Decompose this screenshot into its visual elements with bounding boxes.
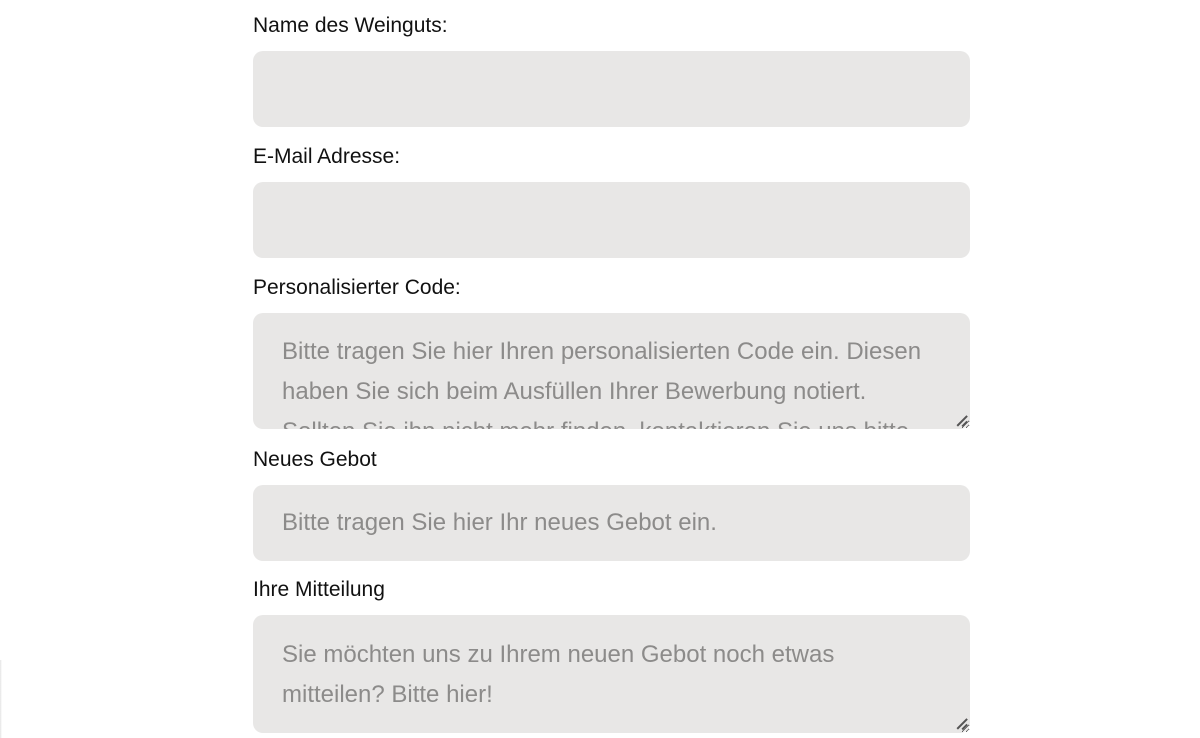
winery-name-input[interactable] — [253, 51, 970, 127]
message-label: Ihre Mitteilung — [253, 578, 385, 601]
message-textarea[interactable] — [253, 615, 970, 733]
winery-name-label: Name des Weinguts: — [253, 14, 448, 37]
page-edge-shadow — [0, 660, 2, 738]
email-input[interactable] — [253, 182, 970, 258]
personal-code-textarea[interactable] — [253, 313, 970, 429]
email-label: E-Mail Adresse: — [253, 145, 401, 168]
new-bid-label: Neues Gebot — [253, 448, 377, 471]
code-resize-handle-icon[interactable] — [955, 414, 967, 426]
personal-code-label: Personalisierter Code: — [253, 276, 461, 299]
message-resize-handle-icon[interactable] — [955, 717, 967, 729]
new-bid-input[interactable] — [253, 485, 970, 561]
